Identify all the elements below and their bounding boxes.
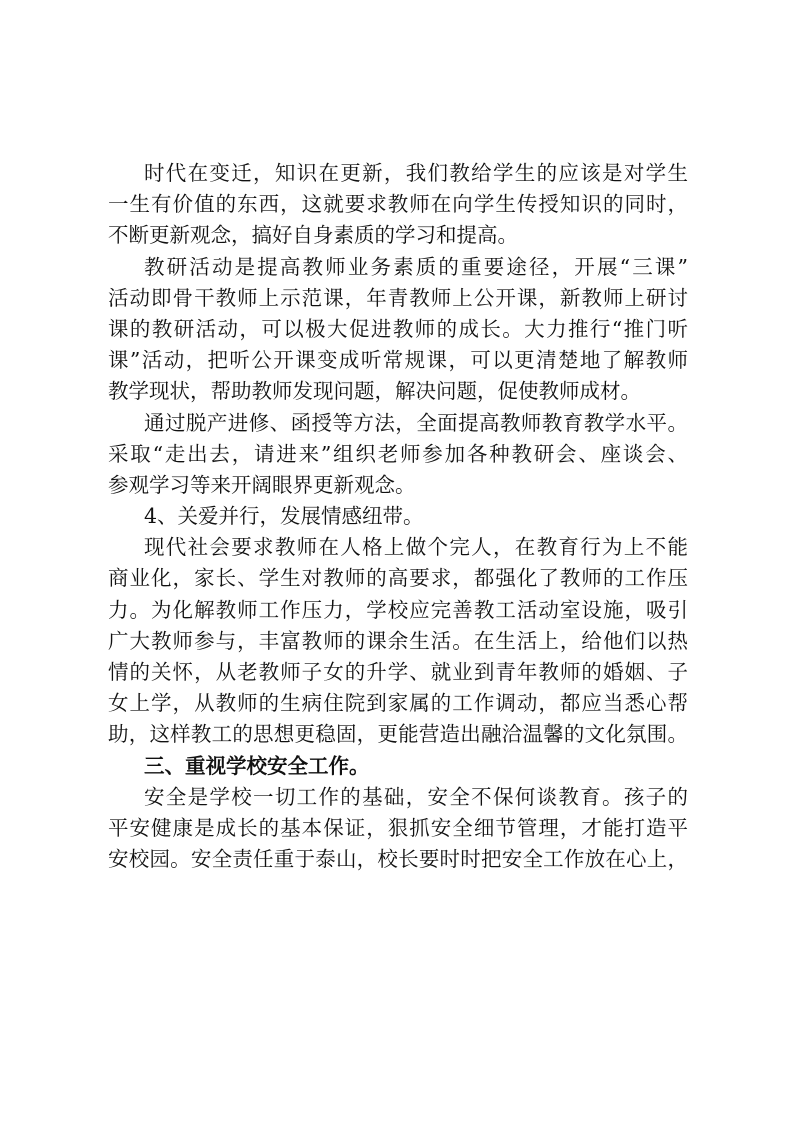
text-line: 教学现状，帮助教师发现问题，解决问题，促使教师成材。	[108, 379, 641, 404]
text-line: 商业化，家长、学生对教师的高要求，都强化了教师的工作压	[108, 566, 688, 591]
text-line: 安全是学校一切工作的基础，安全不保何谈教育。孩子的	[144, 784, 688, 809]
paragraph	[108, 751, 688, 782]
text-line: 不断更新观念，搞好自身素质的学习和提高。	[108, 223, 518, 248]
text-line: 采取“走出去，请进来”组织老师参加各种教研会、座谈会、	[108, 441, 688, 466]
paragraph	[108, 252, 688, 408]
paragraph	[108, 532, 688, 750]
text-line: 课”活动，把听公开课变成听常规课，可以更清楚地了解教师	[108, 348, 688, 373]
text-line: 情的关怀，从老教师子女的升学、就业到青年教师的婚姻、子	[108, 660, 688, 684]
text-line: 助，这样教工的思想更稳固，更能营造出融洽温馨的文化氛围。	[108, 722, 688, 747]
paragraph	[108, 501, 688, 532]
text-line: 力。为化解教师工作压力，学校应完善教工活动室设施，吸引	[108, 597, 688, 622]
paragraph	[108, 408, 688, 502]
text-line: 活动即骨干教师上示范课，年青教师上公开课，新教师上研讨	[108, 285, 688, 310]
document-body	[108, 158, 688, 875]
paragraph	[108, 782, 688, 876]
text-line: 安校园。安全责任重于泰山，校长要时时把安全工作放在心上，	[108, 847, 688, 872]
text-line: 时代在变迁，知识在更新，我们教给学生的应该是对学生	[144, 161, 688, 185]
text-line: 广大教师参与，丰富教师的课余生活。在生活上，给他们以热	[108, 628, 688, 653]
text-line: 平安健康是成长的基本保证，狠抓安全细节管理，才能打造平	[108, 815, 688, 840]
section-heading: 三、重视学校安全工作。	[144, 753, 370, 778]
paragraph	[108, 158, 688, 252]
section-heading: 4、关爱并行，发展情感纽带。	[144, 504, 424, 529]
text-line: 参观学习等来开阔眼界更新观念。	[108, 472, 416, 497]
text-line: 女上学，从教师的生病住院到家属的工作调动，都应当悉心帮	[108, 691, 688, 716]
text-line: 课的教研活动，可以极大促进教师的成长。大力推行“推门听	[108, 316, 688, 341]
text-line: 一生有价值的东西，这就要求教师在向学生传授知识的同时，	[108, 192, 688, 217]
text-line: 教研活动是提高教师业务素质的重要途径，开展“三课”	[144, 254, 688, 279]
text-line: 现代社会要求教师在人格上做个完人，在教育行为上不能	[144, 535, 688, 560]
text-line: 通过脱产进修、函授等方法，全面提高教师教育教学水平。	[144, 410, 688, 435]
